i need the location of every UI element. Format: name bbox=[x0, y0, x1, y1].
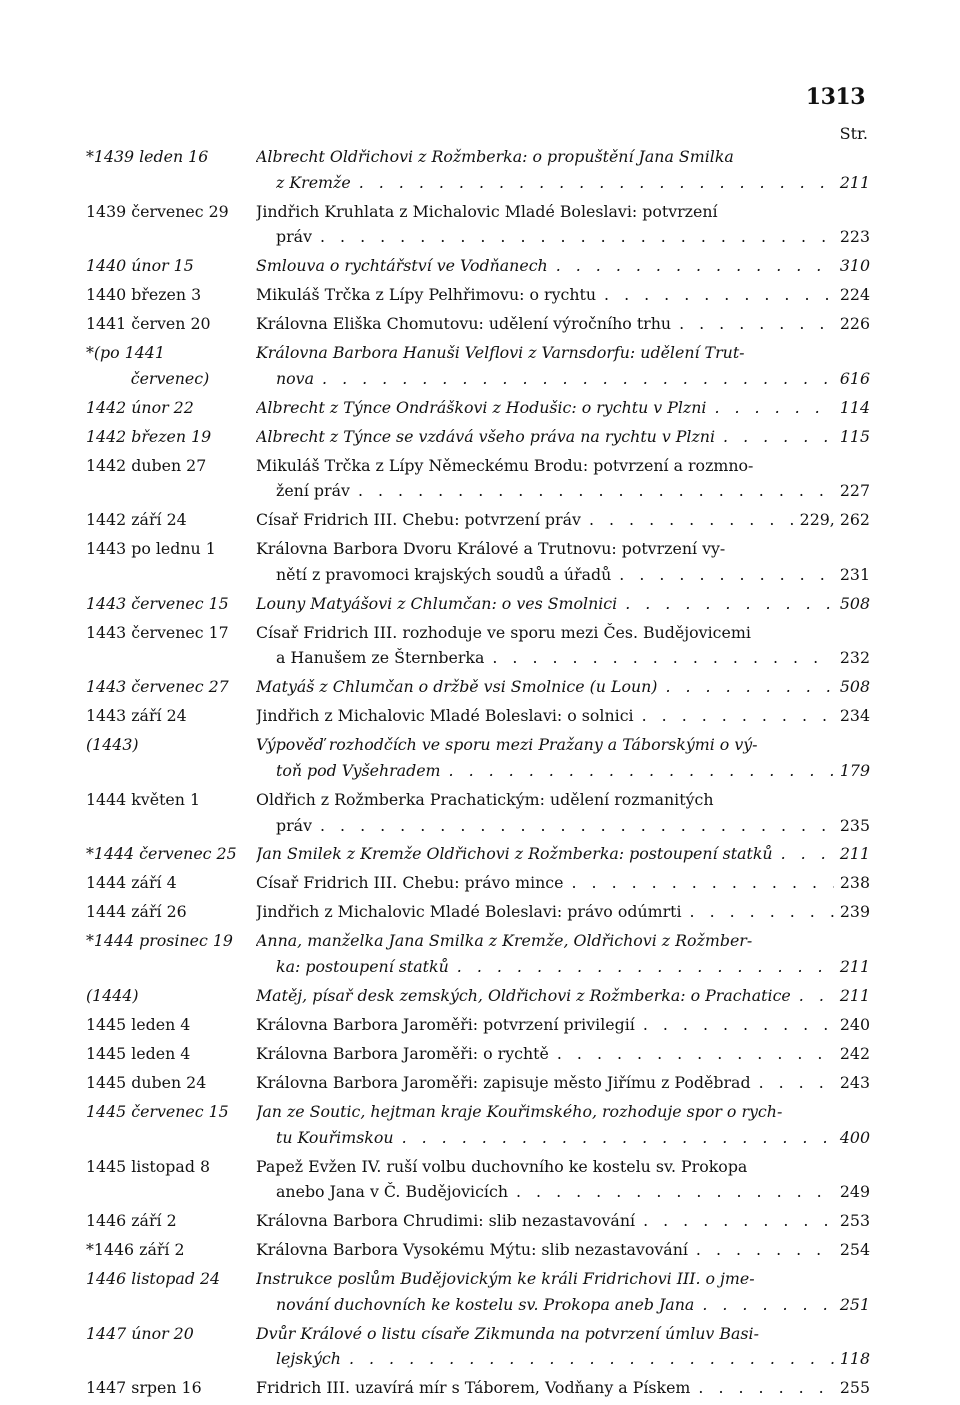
leader-dots bbox=[698, 1375, 833, 1401]
entry-page-ref: 226 bbox=[839, 314, 870, 334]
entry-text-line bbox=[256, 732, 870, 758]
entry-text-line bbox=[256, 703, 870, 729]
entry-description: Smlouva o rychtářství ve Vodňanech bbox=[256, 256, 548, 276]
entry-text-line bbox=[276, 1179, 870, 1205]
entry-page-ref: 229, 262 bbox=[799, 510, 870, 530]
index-entry bbox=[86, 311, 870, 337]
entry-line bbox=[86, 311, 870, 337]
index-entry bbox=[86, 591, 870, 617]
entry-description: tu Kouřimskou bbox=[276, 1127, 394, 1147]
entry-page-ref: 242 bbox=[839, 1043, 870, 1063]
entry-description: a Hanušem ze Šternberka bbox=[276, 648, 485, 668]
entry-description: Jan ze Soutic, hejtman kraje Kouřimského, rozhoduje spor o rych- bbox=[256, 1101, 783, 1121]
entry-page-ref: 223 bbox=[839, 227, 870, 247]
entry-text-line bbox=[256, 395, 870, 421]
entry-date: 1439 červenec 29 bbox=[86, 201, 229, 221]
entry-line bbox=[86, 928, 870, 954]
page-number: 1313 bbox=[805, 84, 865, 110]
index-entry-list bbox=[86, 144, 870, 1404]
entry-text-line bbox=[256, 199, 870, 225]
entry-line bbox=[86, 1237, 870, 1263]
leader-dots bbox=[723, 424, 834, 450]
entry-text-line bbox=[276, 1292, 870, 1318]
entry-page-ref: 114 bbox=[839, 397, 870, 417]
entry-description: Instrukce poslům Budějovickým ke králi Fridrichovi III. o jme- bbox=[256, 1269, 755, 1289]
entry-description: Královna Barbora Hanuši Velflovi z Varnsdorfu: udělení Trut- bbox=[256, 343, 745, 363]
entry-date: 1442 duben 27 bbox=[86, 455, 207, 475]
leader-dots bbox=[402, 1125, 834, 1151]
leader-dots bbox=[516, 1179, 834, 1205]
leader-dots bbox=[349, 1346, 834, 1372]
entry-page-ref: 310 bbox=[839, 256, 870, 276]
leader-dots bbox=[320, 813, 834, 839]
entry-text-line bbox=[276, 954, 870, 980]
entry-line bbox=[86, 787, 870, 813]
entry-text-line bbox=[276, 478, 870, 504]
entry-line bbox=[86, 841, 870, 867]
entry-date: 1440 únor 15 bbox=[86, 256, 194, 276]
entry-text-line bbox=[256, 1012, 870, 1038]
entry-line bbox=[86, 1346, 870, 1372]
entry-line bbox=[86, 870, 870, 896]
entry-description: Matěj, písař desk zemských, Oldřichovi z Rožmberka: o Prachatice bbox=[256, 986, 791, 1006]
entry-description: práv bbox=[276, 815, 313, 835]
index-entry bbox=[86, 841, 870, 867]
entry-page-ref: 118 bbox=[839, 1349, 870, 1369]
entry-description: lejských bbox=[276, 1349, 341, 1369]
entry-description: Císař Fridrich III. Chebu: právo mince bbox=[256, 873, 564, 893]
entry-text-line bbox=[256, 620, 870, 646]
entry-line bbox=[86, 813, 870, 839]
entry-date: *1446 září 2 bbox=[86, 1240, 185, 1260]
entry-text-line bbox=[276, 562, 870, 588]
entry-date: 1445 listopad 8 bbox=[86, 1156, 211, 1176]
entry-description: Dvůr Králové o listu císaře Zikmunda na potvrzení úmluv Basi- bbox=[256, 1323, 759, 1343]
entry-page-ref: 211 bbox=[839, 986, 870, 1006]
leader-dots bbox=[449, 758, 834, 784]
entry-date: 1446 listopad 24 bbox=[86, 1269, 221, 1289]
entry-text-line bbox=[256, 983, 870, 1009]
entry-line bbox=[86, 282, 870, 308]
entry-date: 1445 červenec 15 bbox=[86, 1101, 229, 1121]
entry-line bbox=[86, 758, 870, 784]
index-entry bbox=[86, 507, 870, 533]
entry-text-line bbox=[256, 1375, 870, 1401]
entry-description: Jindřich z Michalovic Mladé Boleslavi: o solnici bbox=[256, 706, 634, 726]
entry-description: Oldřich z Rožmberka Prachatickým: udělení rozmanitých bbox=[256, 789, 714, 809]
entry-description: nování duchovních ke kostelu sv. Prokopa aneb Jana bbox=[276, 1294, 695, 1314]
entry-line bbox=[86, 453, 870, 479]
entry-description: Jindřich z Michalovic Mladé Boleslavi: právo odúmrti bbox=[256, 902, 682, 922]
entry-text-line bbox=[256, 1266, 870, 1292]
leader-dots bbox=[589, 507, 794, 533]
entry-text-line bbox=[256, 144, 870, 170]
entry-text-line bbox=[256, 453, 870, 479]
entry-date: červenec) bbox=[130, 368, 210, 388]
entry-date: 1443 červenec 17 bbox=[86, 622, 229, 642]
entry-page-ref: 251 bbox=[839, 1294, 870, 1314]
entry-line bbox=[86, 340, 870, 366]
leader-dots bbox=[457, 954, 834, 980]
entry-date: 1447 srpen 16 bbox=[86, 1378, 202, 1398]
entry-date: 1442 březen 19 bbox=[86, 426, 212, 446]
entry-description: Královna Barbora Jaroměři: o rychtě bbox=[256, 1043, 549, 1063]
entry-line bbox=[86, 954, 870, 980]
leader-dots bbox=[643, 1208, 834, 1234]
index-entry bbox=[86, 787, 870, 838]
entry-description: Papež Evžen IV. ruší volbu duchovního ke kostelu sv. Prokopa bbox=[256, 1156, 748, 1176]
index-entry bbox=[86, 870, 870, 896]
entry-date: 1445 duben 24 bbox=[86, 1072, 207, 1092]
entry-date: 1443 červenec 15 bbox=[86, 593, 229, 613]
page-column-header: Str. bbox=[839, 124, 868, 143]
entry-description: anebo Jana v Č. Budějovicích bbox=[276, 1182, 509, 1202]
entry-description: toň pod Vyšehradem bbox=[276, 760, 441, 780]
index-entry bbox=[86, 1070, 870, 1096]
entry-text-line bbox=[256, 591, 870, 617]
entry-description: Fridrich III. uzavírá mír s Táborem, Vodňany a Pískem bbox=[256, 1378, 691, 1398]
entry-text-line bbox=[256, 1154, 870, 1180]
entry-line bbox=[86, 1154, 870, 1180]
index-entry bbox=[86, 928, 870, 979]
entry-text-line bbox=[256, 1237, 870, 1263]
entry-text-line bbox=[276, 1346, 870, 1372]
entry-description: z Kremže bbox=[276, 172, 351, 192]
leader-dots bbox=[642, 703, 834, 729]
entry-line bbox=[86, 1070, 870, 1096]
entry-page-ref: 508 bbox=[839, 593, 870, 613]
index-entry bbox=[86, 395, 870, 421]
entry-line bbox=[86, 1041, 870, 1067]
entry-description: Královna Barbora Vysokému Mýtu: slib nezastavování bbox=[256, 1240, 688, 1260]
entry-text-line bbox=[256, 1070, 870, 1096]
entry-text-line bbox=[276, 366, 870, 392]
entry-line bbox=[86, 674, 870, 700]
entry-line bbox=[86, 1321, 870, 1347]
entry-page-ref: 253 bbox=[839, 1211, 870, 1231]
index-entry bbox=[86, 899, 870, 925]
entry-description: Jindřich Kruhlata z Michalovic Mladé Boleslavi: potvrzení bbox=[256, 201, 718, 221]
entry-line bbox=[86, 591, 870, 617]
index-entry bbox=[86, 1266, 870, 1317]
entry-page-ref: 115 bbox=[839, 426, 870, 446]
entry-date: 1443 červenec 27 bbox=[86, 677, 229, 697]
entry-page-ref: 243 bbox=[839, 1072, 870, 1092]
entry-line bbox=[86, 1179, 870, 1205]
index-entry bbox=[86, 340, 870, 391]
entry-text-line bbox=[276, 813, 870, 839]
leader-dots bbox=[619, 562, 834, 588]
leader-dots bbox=[781, 841, 834, 867]
index-entry bbox=[86, 144, 870, 195]
entry-line bbox=[86, 1125, 870, 1151]
entry-description: Císař Fridrich III. Chebu: potvrzení práv bbox=[256, 510, 581, 530]
entry-description: nova bbox=[276, 368, 315, 388]
entry-page-ref: 179 bbox=[839, 760, 870, 780]
entry-line bbox=[86, 199, 870, 225]
entry-date: 1443 po lednu 1 bbox=[86, 539, 216, 559]
entry-date: (1444) bbox=[86, 986, 139, 1006]
entry-line bbox=[86, 620, 870, 646]
index-entry bbox=[86, 732, 870, 783]
entry-text-line bbox=[276, 758, 870, 784]
entry-date: 1447 únor 20 bbox=[86, 1323, 194, 1343]
entry-line bbox=[86, 224, 870, 250]
entry-text-line bbox=[276, 224, 870, 250]
leader-dots bbox=[556, 253, 834, 279]
entry-text-line bbox=[256, 536, 870, 562]
entry-page-ref: 254 bbox=[839, 1240, 870, 1260]
index-entry bbox=[86, 1237, 870, 1263]
leader-dots bbox=[665, 674, 833, 700]
leader-dots bbox=[358, 478, 834, 504]
entry-description: Albrecht z Týnce Ondráškovi z Hodušic: o rychtu v Plzni bbox=[256, 397, 707, 417]
entry-date: *(po 1441 bbox=[86, 343, 165, 363]
entry-description: Císař Fridrich III. rozhoduje ve sporu mezi Čes. Budějovicemi bbox=[256, 622, 751, 642]
entry-date: 1440 březen 3 bbox=[86, 285, 202, 305]
entry-page-ref: 224 bbox=[839, 285, 870, 305]
index-entry bbox=[86, 983, 870, 1009]
leader-dots bbox=[690, 899, 834, 925]
entry-line bbox=[86, 1208, 870, 1234]
entry-text-line bbox=[256, 253, 870, 279]
leader-dots bbox=[322, 366, 834, 392]
entry-description: Královna Barbora Jaroměři: zapisuje město Jiřímu z Poděbrad bbox=[256, 1072, 751, 1092]
leader-dots bbox=[702, 1292, 834, 1318]
entry-line bbox=[86, 703, 870, 729]
entry-description: Matyáš z Chlumčan o držbě vsi Smolnice (u Loun) bbox=[256, 677, 658, 697]
entry-page-ref: 227 bbox=[839, 481, 870, 501]
leader-dots bbox=[799, 983, 834, 1009]
entry-line bbox=[86, 144, 870, 170]
entry-description: nětí z pravomoci krajských soudů a úřadů bbox=[276, 564, 612, 584]
leader-dots bbox=[557, 1041, 834, 1067]
entry-date: *1444 červenec 25 bbox=[86, 844, 237, 864]
entry-line bbox=[86, 1012, 870, 1038]
entry-page-ref: 508 bbox=[839, 677, 870, 697]
leader-dots bbox=[320, 224, 834, 250]
index-entry bbox=[86, 1041, 870, 1067]
leader-dots bbox=[696, 1237, 834, 1263]
entry-description: Královna Barbora Dvoru Králové a Trutnovu: potvrzení vy- bbox=[256, 539, 726, 559]
index-entry bbox=[86, 1099, 870, 1150]
entry-description: Anna, manželka Jana Smilka z Kremže, Oldřichovi z Rožmber- bbox=[256, 931, 753, 951]
index-entry bbox=[86, 453, 870, 504]
entry-page-ref: 234 bbox=[839, 706, 870, 726]
leader-dots bbox=[604, 282, 834, 308]
entry-text-line bbox=[256, 1041, 870, 1067]
entry-page-ref: 255 bbox=[839, 1378, 870, 1398]
index-entry bbox=[86, 536, 870, 587]
leader-dots bbox=[714, 395, 833, 421]
entry-description: Mikuláš Trčka z Lípy Německému Brodu: potvrzení a rozmno- bbox=[256, 455, 754, 475]
leader-dots bbox=[492, 645, 833, 671]
entry-page-ref: 231 bbox=[839, 564, 870, 584]
entry-line bbox=[86, 899, 870, 925]
entry-page-ref: 400 bbox=[839, 1127, 870, 1147]
entry-line bbox=[86, 507, 870, 533]
entry-text-line bbox=[256, 311, 870, 337]
leader-dots bbox=[759, 1070, 834, 1096]
index-entry bbox=[86, 703, 870, 729]
entry-description: Albrecht z Týnce se vzdává všeho práva na rychtu v Plzni bbox=[256, 426, 716, 446]
entry-page-ref: 249 bbox=[839, 1182, 870, 1202]
entry-line bbox=[86, 395, 870, 421]
entry-date: 1444 září 4 bbox=[86, 873, 177, 893]
entry-page-ref: 211 bbox=[839, 172, 870, 192]
entry-line bbox=[86, 170, 870, 196]
leader-dots bbox=[572, 870, 834, 896]
entry-line bbox=[86, 1375, 870, 1401]
entry-text-line bbox=[276, 170, 870, 196]
entry-page-ref: 240 bbox=[839, 1015, 870, 1034]
entry-description: žení práv bbox=[276, 481, 350, 501]
entry-date: *1444 prosinec 19 bbox=[86, 931, 233, 951]
entry-line bbox=[86, 1292, 870, 1318]
entry-date: (1443) bbox=[86, 735, 139, 755]
entry-page-ref: 235 bbox=[839, 815, 870, 835]
entry-date: 1445 leden 4 bbox=[86, 1015, 191, 1034]
entry-text-line bbox=[256, 928, 870, 954]
leader-dots bbox=[679, 311, 834, 337]
entry-description: Královna Eliška Chomutovu: udělení výročního trhu bbox=[256, 314, 672, 334]
entry-description: Výpověď rozhodčích ve sporu mezi Pražany a Táborskými o vý- bbox=[256, 735, 758, 755]
entry-text-line bbox=[256, 787, 870, 813]
entry-text-line bbox=[256, 674, 870, 700]
index-entry bbox=[86, 1375, 870, 1401]
index-entry bbox=[86, 1208, 870, 1234]
entry-text-line bbox=[256, 1099, 870, 1125]
entry-line bbox=[86, 478, 870, 504]
entry-page-ref: 211 bbox=[839, 957, 870, 977]
entry-line bbox=[86, 536, 870, 562]
entry-description: Louny Matyášovi z Chlumčan: o ves Smolnici bbox=[256, 593, 618, 613]
leader-dots bbox=[359, 170, 834, 196]
entry-page-ref: 232 bbox=[839, 648, 870, 668]
entry-text-line bbox=[256, 1321, 870, 1347]
entry-date: 1442 září 24 bbox=[86, 510, 187, 530]
entry-text-line bbox=[256, 507, 870, 533]
entry-text-line bbox=[256, 899, 870, 925]
entry-line bbox=[86, 424, 870, 450]
entry-page-ref: 239 bbox=[839, 902, 870, 922]
entry-text-line bbox=[276, 1125, 870, 1151]
entry-date: 1442 únor 22 bbox=[86, 397, 194, 417]
leader-dots bbox=[643, 1012, 834, 1038]
index-entry bbox=[86, 199, 870, 250]
index-entry bbox=[86, 424, 870, 450]
entry-description: ka: postoupení statků bbox=[276, 957, 449, 977]
entry-description: práv bbox=[276, 227, 313, 247]
entry-line bbox=[86, 1099, 870, 1125]
entry-text-line bbox=[256, 841, 870, 867]
entry-line bbox=[86, 562, 870, 588]
entry-description: Mikuláš Trčka z Lípy Pelhřimovu: o rychtu bbox=[256, 285, 597, 305]
entry-text-line bbox=[256, 282, 870, 308]
entry-date: 1444 září 26 bbox=[86, 902, 187, 922]
entry-description: Albrecht Oldřichovi z Rožmberka: o propuštění Jana Smilka bbox=[256, 147, 734, 166]
index-entry bbox=[86, 282, 870, 308]
entry-line bbox=[86, 983, 870, 1009]
entry-text-line bbox=[256, 424, 870, 450]
entry-date: 1445 leden 4 bbox=[86, 1043, 191, 1063]
entry-text-line bbox=[276, 645, 870, 671]
entry-text-line bbox=[256, 1208, 870, 1234]
entry-line bbox=[86, 645, 870, 671]
entry-page-ref: 616 bbox=[839, 368, 870, 388]
index-entry bbox=[86, 1321, 870, 1372]
entry-date: 1444 květen 1 bbox=[86, 789, 201, 809]
entry-page-ref: 238 bbox=[839, 873, 870, 893]
entry-description: Královna Barbora Chrudimi: slib nezastavování bbox=[256, 1211, 636, 1231]
index-entry bbox=[86, 1012, 870, 1038]
entry-date: 1443 září 24 bbox=[86, 706, 187, 726]
entry-description: Královna Barbora Jaroměři: potvrzení privilegií bbox=[256, 1015, 635, 1034]
entry-line bbox=[86, 732, 870, 758]
index-entry bbox=[86, 253, 870, 279]
entry-date: *1439 leden 16 bbox=[86, 147, 209, 166]
index-entry bbox=[86, 674, 870, 700]
entry-page-ref: 211 bbox=[839, 844, 870, 864]
index-entry bbox=[86, 1154, 870, 1205]
entry-text-line bbox=[256, 340, 870, 366]
entry-description: Jan Smilek z Kremže Oldřichovi z Rožmberka: postoupení statků bbox=[256, 844, 773, 864]
index-entry bbox=[86, 620, 870, 671]
leader-dots bbox=[625, 591, 834, 617]
entry-line bbox=[86, 1266, 870, 1292]
entry-line bbox=[86, 366, 870, 392]
entry-line bbox=[86, 253, 870, 279]
entry-date: 1441 červen 20 bbox=[86, 314, 211, 334]
entry-date: 1446 září 2 bbox=[86, 1211, 177, 1231]
entry-text-line bbox=[256, 870, 870, 896]
